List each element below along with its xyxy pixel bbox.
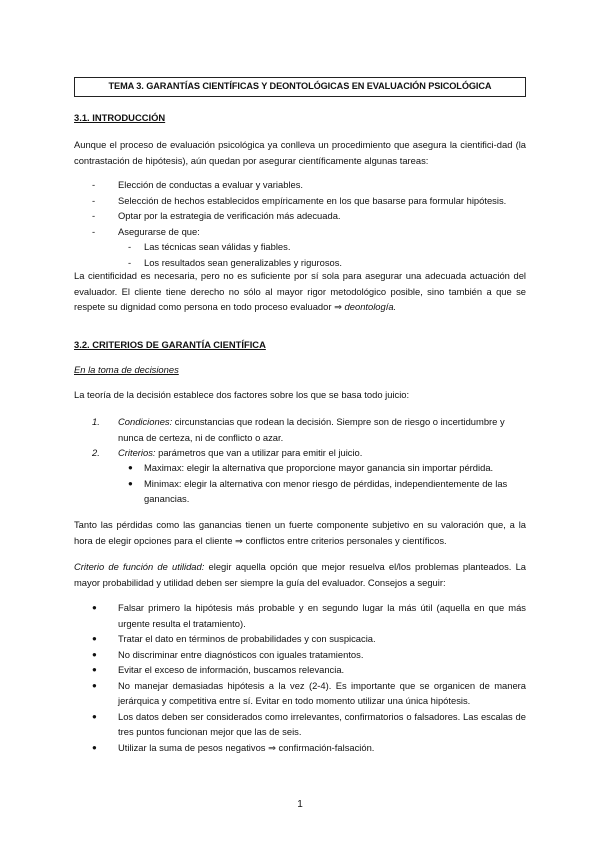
list-item: ● Falsar primero la hipótesis más probable y en segundo lugar la más útil (aquella en que más urgente resulta el tratamiento). [92,602,526,629]
list-item: ● No manejar demasiadas hipótesis a la vez (2-4). Es importante que se organicen de manera jerárquica y competitiva entre sí. Evitar en todo momento utilizar una única hipótesis. [92,679,526,706]
intro-paragraph: Aunque el proceso de evaluación psicológica ya conlleva un procedimiento que asegura la cientifici-dad (la contrastación de hipótesis), aún quedan por asegurar científicamente algunas tareas: [74,139,526,166]
page-number: 1 [297,799,303,810]
list-item: ● Evitar el exceso de información, buscamos relevancia. [92,664,345,675]
subtasks-list [74,239,526,270]
list-item: ● Los datos deben ser considerados como irrelevantes, confirmatorios o falsadores. Las escalas de tres puntos funcionan mejor que las de seis. [92,710,526,737]
tasks-list [74,177,526,239]
closing-paragraph: La cientificidad es necesaria, pero no es suficiente por sí sola para asegurar una adecuada actuación del evaluador. El cliente tiene derecho no sólo al mayor rigor metodológico posible, sino también a que se respete su dignidad como persona en todo proceso evaluador ⇒ deontología. [74,270,526,312]
criteria-list [74,460,526,507]
list-item: - Los resultados sean generalizables y rigurosos. [128,256,343,268]
list-item: ● Minimax: elegir la alternativa con menor riesgo de pérdidas, independientemente de las ganancias. [128,477,508,504]
list-item: 1. Condiciones: circunstancias que rodean la decisión. Siempre son de riesgo o incertidumbre y nunca de certeza, ni de conflicto o azar. [92,416,505,443]
list-item: ● Utilizar la suma de pesos negativos ⇒ confirmación-falsación. [92,741,375,753]
list-item: - Elección de conductas a evaluar y variables. [92,179,304,190]
section-heading-criterios: 3.2. CRITERIOS DE GARANTÍA CIENTÍFICA [74,339,266,350]
list-item: - Asegurarse de que: [92,225,200,237]
decision-theory-paragraph: La teoría de la decisión establece dos factores sobre los que se basa todo juicio: [74,389,410,400]
list-item: - Las técnicas sean válidas y fiables. [128,241,291,252]
gains-losses-paragraph: Tanto las pérdidas como las ganancias tienen un fuerte componente subjetivo en su valoración que, a la hora de elegir opciones para el cliente ⇒ conflictos entre criterios personales y científicos. [74,519,526,546]
section-heading-introduccion: 3.1. INTRODUCCIÓN [74,112,166,123]
list-item: - Optar por la estrategia de verificación más adecuada. [92,210,341,221]
document-title: TEMA 3. GARANTÍAS CIENTÍFICAS Y DEONTOLÓGICAS EN EVALUACIÓN PSICOLÓGICA [74,77,526,97]
list-item: ● Tratar el dato en términos de probabilidades y con suspicacia. [92,633,376,644]
list-item: ● No discriminar entre diagnósticos con iguales tratamientos. [92,648,364,660]
utility-criterion-paragraph: Criterio de función de utilidad: elegir aquella opción que mejor resuelva el/los problemas planteados. La mayor probabilidad y utilidad deben ser siempre la guía del evaluador. Consejos a seguir: [74,561,527,588]
subheading-toma-decisiones: En la toma de decisiones [74,364,179,375]
list-item: - Selección de hechos establecidos empíricamente en los que basarse para formular hipótesis. [92,194,507,206]
factors-list [74,414,526,461]
list-item: ● Maximax: elegir la alternativa que proporcione mayor ganancia sin importar pérdida. [128,462,494,473]
list-item: 2. Criterios: parámetros que van a utilizar para emitir el juicio. [92,447,363,458]
tips-list [74,600,526,755]
